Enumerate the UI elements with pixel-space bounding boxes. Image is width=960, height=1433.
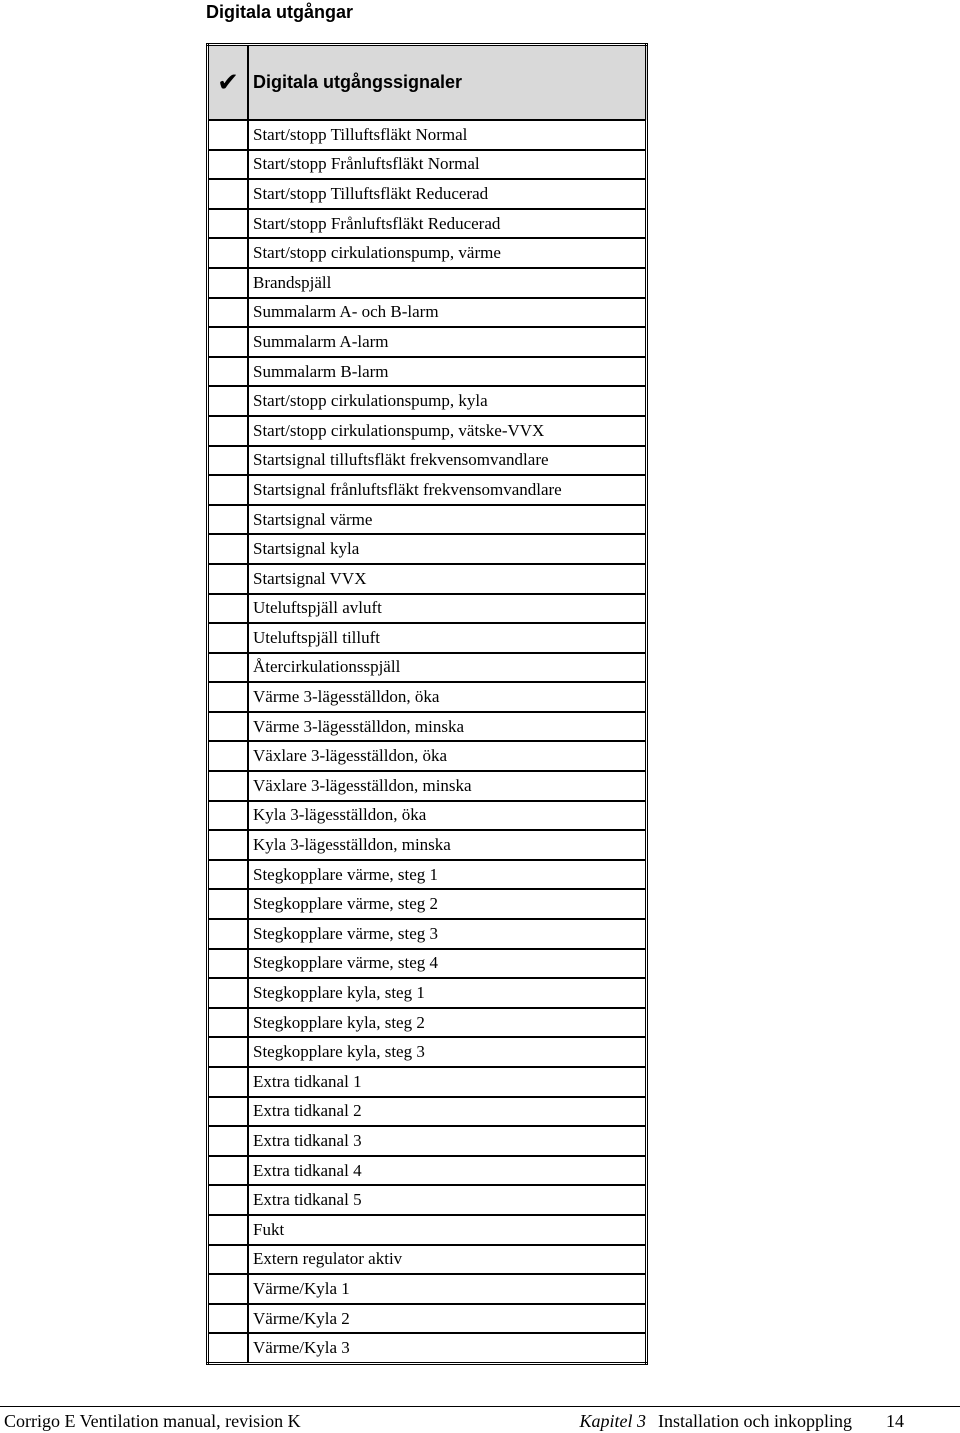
- table-row: [208, 179, 647, 209]
- signal-label: Start/stopp cirkulationspump, värme: [248, 238, 647, 268]
- table-row: [208, 386, 647, 416]
- check-cell: [208, 653, 249, 683]
- table-row: [208, 949, 647, 979]
- check-cell: [208, 1185, 249, 1215]
- check-cell: [208, 949, 249, 979]
- check-cell: [208, 1126, 249, 1156]
- check-cell: [208, 801, 249, 831]
- signal-label: Startsignal värme: [248, 505, 647, 535]
- table-row: [208, 1245, 647, 1275]
- check-cell: [208, 150, 249, 180]
- table-body: [208, 45, 647, 1364]
- check-cell: [208, 120, 249, 150]
- signal-label: Stegkopplare kyla, steg 2: [248, 1008, 647, 1038]
- signal-label: Summalarm B-larm: [248, 357, 647, 387]
- signal-label: Kyla 3-lägesställdon, minska: [248, 830, 647, 860]
- signal-label: Start/stopp cirkulationspump, kyla: [248, 386, 647, 416]
- table-row: [208, 209, 647, 239]
- check-cell: [208, 978, 249, 1008]
- footer-chapter: Kapitel 3: [579, 1411, 647, 1431]
- check-cell: [208, 386, 249, 416]
- table-row: [208, 446, 647, 476]
- table-row: [208, 1126, 647, 1156]
- signal-label: Växlare 3-lägesställdon, minska: [248, 771, 647, 801]
- digital-outputs-table: [206, 43, 648, 1365]
- signal-label: Start/stopp Tilluftsfläkt Reducerad: [248, 179, 647, 209]
- table-row: [208, 889, 647, 919]
- check-cell: [208, 1156, 249, 1186]
- table-row: [208, 1333, 647, 1363]
- signal-label: Start/stopp cirkulationspump, vätske-VVX: [248, 416, 647, 446]
- signal-label: Värme 3-lägesställdon, minska: [248, 712, 647, 742]
- check-cell: [208, 919, 249, 949]
- table-row: [208, 238, 647, 268]
- check-cell: [208, 534, 249, 564]
- signal-label: Värme/Kyla 3: [248, 1333, 647, 1363]
- check-cell: [208, 446, 249, 476]
- table-row: [208, 1008, 647, 1038]
- check-cell: [208, 1274, 249, 1304]
- check-cell: [208, 860, 249, 890]
- signal-label: Extra tidkanal 4: [248, 1156, 647, 1186]
- table-row: [208, 150, 647, 180]
- table-row: [208, 327, 647, 357]
- signal-label: Stegkopplare värme, steg 3: [248, 919, 647, 949]
- check-cell: [208, 416, 249, 446]
- signal-label: Stegkopplare värme, steg 4: [248, 949, 647, 979]
- check-cell: [208, 1245, 249, 1275]
- check-cell: [208, 179, 249, 209]
- signal-label: Kyla 3-lägesställdon, öka: [248, 801, 647, 831]
- table-row: [208, 1274, 647, 1304]
- table-row: [208, 416, 647, 446]
- check-cell: [208, 505, 249, 535]
- signal-label: Extra tidkanal 5: [248, 1185, 647, 1215]
- table-header-label: Digitala utgångssignaler: [253, 72, 463, 92]
- footer-chapter-title: Installation och inkoppling: [658, 1411, 852, 1431]
- table-row: [208, 830, 647, 860]
- check-cell: [208, 298, 249, 328]
- signal-label: Startsignal frånluftsfläkt frekvensomvandlare: [248, 475, 647, 505]
- table-row: [208, 594, 647, 624]
- signal-label: Växlare 3-lägesställdon, öka: [248, 741, 647, 771]
- signal-label: Summalarm A- och B-larm: [248, 298, 647, 328]
- check-cell: [208, 771, 249, 801]
- signal-label: Startsignal VVX: [248, 564, 647, 594]
- table-row: [208, 1037, 647, 1067]
- signal-label: Värme/Kyla 2: [248, 1304, 647, 1334]
- signal-label: Startsignal tilluftsfläkt frekvensomvandlare: [248, 446, 647, 476]
- signal-label: Återcirkulationsspjäll: [248, 653, 647, 683]
- table-row: [208, 801, 647, 831]
- table-row: [208, 741, 647, 771]
- check-cell: [208, 1215, 249, 1245]
- table-row: [208, 298, 647, 328]
- signal-label: Värme/Kyla 1: [248, 1274, 647, 1304]
- table-row: [208, 357, 647, 387]
- check-cell: [208, 1008, 249, 1038]
- signal-label: Start/stopp Frånluftsfläkt Reducerad: [248, 209, 647, 239]
- table-row: [208, 771, 647, 801]
- check-cell: [208, 564, 249, 594]
- check-cell: [208, 1097, 249, 1127]
- footer-divider: [0, 1406, 960, 1407]
- check-cell: [208, 830, 249, 860]
- header-check-cell: [208, 45, 249, 121]
- table-row: [208, 1097, 647, 1127]
- signal-label: Extra tidkanal 3: [248, 1126, 647, 1156]
- check-cell: [208, 889, 249, 919]
- section-title: Digitala utgångar: [206, 2, 354, 22]
- table-row: [208, 682, 647, 712]
- table-row: [208, 623, 647, 653]
- signal-label: Fukt: [248, 1215, 647, 1245]
- table-row: [208, 653, 647, 683]
- signal-label: Stegkopplare kyla, steg 1: [248, 978, 647, 1008]
- signal-label: Start/stopp Tilluftsfläkt Normal: [248, 120, 647, 150]
- table-row: [208, 120, 647, 150]
- check-cell: [208, 682, 249, 712]
- table-row: [208, 978, 647, 1008]
- signal-label: Extra tidkanal 1: [248, 1067, 647, 1097]
- signal-label: Extern regulator aktiv: [248, 1245, 647, 1275]
- check-cell: [208, 623, 249, 653]
- table-row: [208, 1067, 647, 1097]
- table-row: [208, 268, 647, 298]
- signal-label: Värme 3-lägesställdon, öka: [248, 682, 647, 712]
- table-row: [208, 1156, 647, 1186]
- check-cell: [208, 268, 249, 298]
- table-row: [208, 564, 647, 594]
- table-row: [208, 1185, 647, 1215]
- table-row: [208, 1215, 647, 1245]
- table-row: [208, 1304, 647, 1334]
- signal-label: Stegkopplare värme, steg 1: [248, 860, 647, 890]
- signal-label: Uteluftspjäll tilluft: [248, 623, 647, 653]
- check-cell: [208, 1037, 249, 1067]
- check-cell: [208, 238, 249, 268]
- footer-page-number: 14: [886, 1411, 904, 1431]
- signal-label: Stegkopplare värme, steg 2: [248, 889, 647, 919]
- signal-label: Uteluftspjäll avluft: [248, 594, 647, 624]
- header-label-cell: [248, 45, 647, 121]
- checkmark-icon: ✔: [217, 67, 239, 98]
- check-cell: [208, 327, 249, 357]
- signal-label: Startsignal kyla: [248, 534, 647, 564]
- footer-chapter-info: [580, 1411, 904, 1432]
- check-cell: [208, 712, 249, 742]
- table-row: [208, 860, 647, 890]
- signal-label: Stegkopplare kyla, steg 3: [248, 1037, 647, 1067]
- table-header-row: [208, 45, 647, 121]
- check-cell: [208, 475, 249, 505]
- check-cell: [208, 1067, 249, 1097]
- footer-manual-title: Corrigo E Ventilation manual, revision K: [4, 1411, 301, 1431]
- check-cell: [208, 1304, 249, 1334]
- signal-label: Brandspjäll: [248, 268, 647, 298]
- table-row: [208, 919, 647, 949]
- table-row: [208, 534, 647, 564]
- signal-label: Summalarm A-larm: [248, 327, 647, 357]
- signal-label: Extra tidkanal 2: [248, 1097, 647, 1127]
- check-cell: [208, 1333, 249, 1363]
- table-row: [208, 712, 647, 742]
- check-cell: [208, 741, 249, 771]
- check-cell: [208, 209, 249, 239]
- signal-label: Start/stopp Frånluftsfläkt Normal: [248, 150, 647, 180]
- table-row: [208, 475, 647, 505]
- check-cell: [208, 357, 249, 387]
- check-cell: [208, 594, 249, 624]
- table-row: [208, 505, 647, 535]
